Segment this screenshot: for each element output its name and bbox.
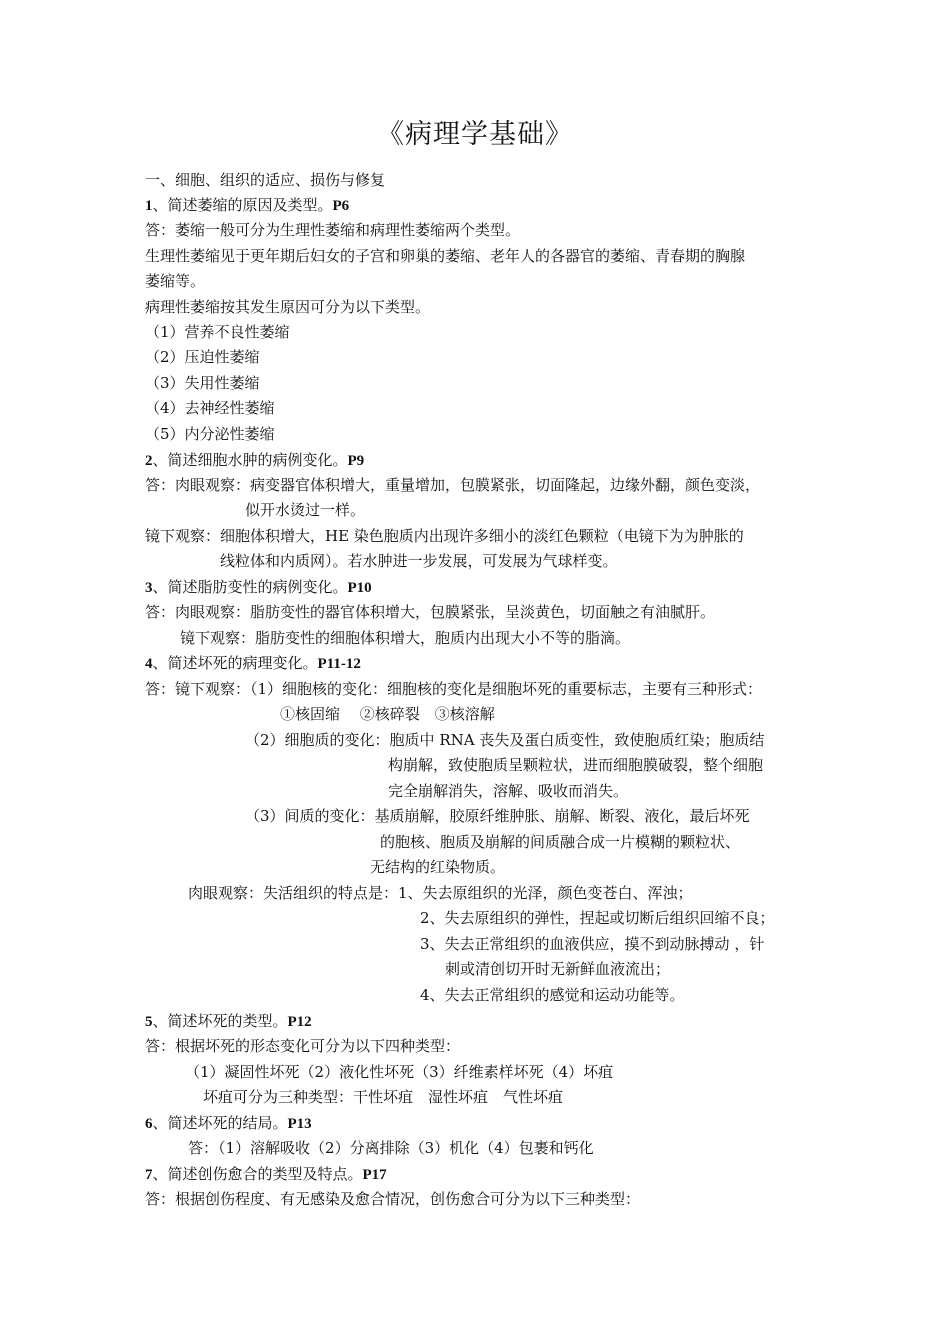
answer-line: 答：根据坏死的形态变化可分为以下四种类型： xyxy=(145,1037,461,1055)
page-ref: P13 xyxy=(287,1116,312,1132)
answer-line: 生理性萎缩见于更年期后妇女的子宫和卵巢的萎缩、老年人的各器官的萎缩、青春期的胸腺 xyxy=(145,247,746,265)
answer-line: 病理性萎缩按其发生原因可分为以下类型。 xyxy=(145,298,431,316)
page-ref: P10 xyxy=(347,580,372,596)
question-text: 、简述坏死的类型。 xyxy=(152,1012,288,1030)
answer-line: （1）凝固性坏死（2）液化性坏死（3）纤维素样坏死（4）坏疽 xyxy=(185,1063,614,1081)
question-4 xyxy=(145,653,361,674)
question-number: 7 xyxy=(145,1167,153,1183)
answer-line: 萎缩等。 xyxy=(145,272,206,290)
question-text: 、简述坏死的结局。 xyxy=(152,1114,288,1132)
question-7 xyxy=(145,1164,387,1185)
answer-line: 4、失去正常组织的感觉和运动功能等。 xyxy=(420,986,685,1004)
answer-line: 肉眼观察：失活组织的特点是：1、失去原组织的光泽，颜色变苍白、浑浊； xyxy=(188,884,693,902)
question-number: 2 xyxy=(145,453,153,469)
answer-line: 完全崩解消失，溶解、吸收而消失。 xyxy=(388,782,629,800)
page-ref: P12 xyxy=(287,1014,312,1030)
question-text: 、简述创伤愈合的类型及特点。 xyxy=(152,1165,363,1183)
question-number: 3 xyxy=(145,580,153,596)
section-heading: 一、细胞、组织的适应、损伤与修复 xyxy=(145,171,386,189)
question-text: 、简述萎缩的原因及类型。 xyxy=(152,196,333,214)
answer-line: 3、失去正常组织的血液供应，摸不到动脉搏动 ，针 xyxy=(420,935,765,953)
page-ref: P11-12 xyxy=(317,656,361,672)
document-title: 《病理学基础》 xyxy=(377,119,573,150)
answer-line: 无结构的红染物质。 xyxy=(370,858,506,876)
answer-line: 刺或清创切开时无新鲜血液流出； xyxy=(445,960,671,978)
question-text: 、简述细胞水肿的病例变化。 xyxy=(152,451,348,469)
answer-line: 的胞核、胞质及崩解的间质融合成一片模糊的颗粒状、 xyxy=(380,833,741,851)
question-number: 1 xyxy=(145,198,153,214)
question-text: 、简述脂肪变性的病例变化。 xyxy=(152,578,348,596)
answer-line: 镜下观察：脂肪变性的细胞体积增大，胞质内出现大小不等的脂滴。 xyxy=(180,629,631,647)
answer-line: 答：镜下观察：（1）细胞核的变化：细胞核的变化是细胞坏死的重要标志，主要有三种形式： xyxy=(145,680,763,698)
answer-line: 镜下观察：细胞体积增大，HE 染色胞质内出现许多细小的淡红色颗粒（电镜下为为肿胀的 xyxy=(145,527,744,545)
answer-line: 线粒体和内质网）。若水肿进一步发展，可发展为气球样变。 xyxy=(220,552,618,570)
question-2 xyxy=(145,450,364,471)
answer-line: ①核固缩 ②核碎裂 ③核溶解 xyxy=(280,705,495,723)
answer-line: 答：肉眼观察：病变器官体积增大，重量增加，包膜紧张，切面隆起，边缘外翻，颜色变淡， xyxy=(145,476,761,494)
page-ref: P6 xyxy=(332,198,350,214)
answer-line: 答：肉眼观察：脂肪变性的器官体积增大，包膜紧张，呈淡黄色，切面触之有油腻肝。 xyxy=(145,603,716,621)
question-number: 4 xyxy=(145,656,153,672)
answer-line: （3）间质的变化：基质崩解，胶原纤维肿胀、崩解、断裂、液化，最后坏死 xyxy=(245,807,750,825)
answer-line: 似开水烫过一样。 xyxy=(245,501,366,519)
list-item: （3）失用性萎缩 xyxy=(145,374,260,392)
answer-line: 答：（1）溶解吸收（2）分离排除（3）机化（4）包裹和钙化 xyxy=(188,1139,594,1157)
question-5 xyxy=(145,1011,312,1032)
list-item: （5）内分泌性萎缩 xyxy=(145,425,275,443)
question-number: 6 xyxy=(145,1116,153,1132)
page-ref: P9 xyxy=(347,453,365,469)
page-ref: P17 xyxy=(362,1167,387,1183)
answer-line: 答：萎缩一般可分为生理性萎缩和病理性萎缩两个类型。 xyxy=(145,221,521,239)
answer-line: 构崩解，致使胞质呈颗粒状，进而细胞膜破裂，整个细胞 xyxy=(388,756,764,774)
question-6 xyxy=(145,1113,312,1134)
answer-line: 2、失去原组织的弹性，捏起或切断后组织回缩不良； xyxy=(420,909,775,927)
question-1 xyxy=(145,195,349,216)
list-item: （1）营养不良性萎缩 xyxy=(145,323,290,341)
list-item: （4）去神经性萎缩 xyxy=(145,399,275,417)
list-item: （2）压迫性萎缩 xyxy=(145,348,260,366)
answer-line: 答：根据创伤程度、有无感染及愈合情况，创伤愈合可分为以下三种类型： xyxy=(145,1190,641,1208)
question-3 xyxy=(145,577,372,598)
answer-line: （2）细胞质的变化：胞质中 RNA 丧失及蛋白质变性，致使胞质红染；胞质结 xyxy=(245,731,765,749)
question-number: 5 xyxy=(145,1014,153,1030)
answer-line: 坏疽可分为三种类型：干性坏疽 湿性坏疽 气性坏疽 xyxy=(203,1088,564,1106)
question-text: 、简述坏死的病理变化。 xyxy=(152,654,318,672)
